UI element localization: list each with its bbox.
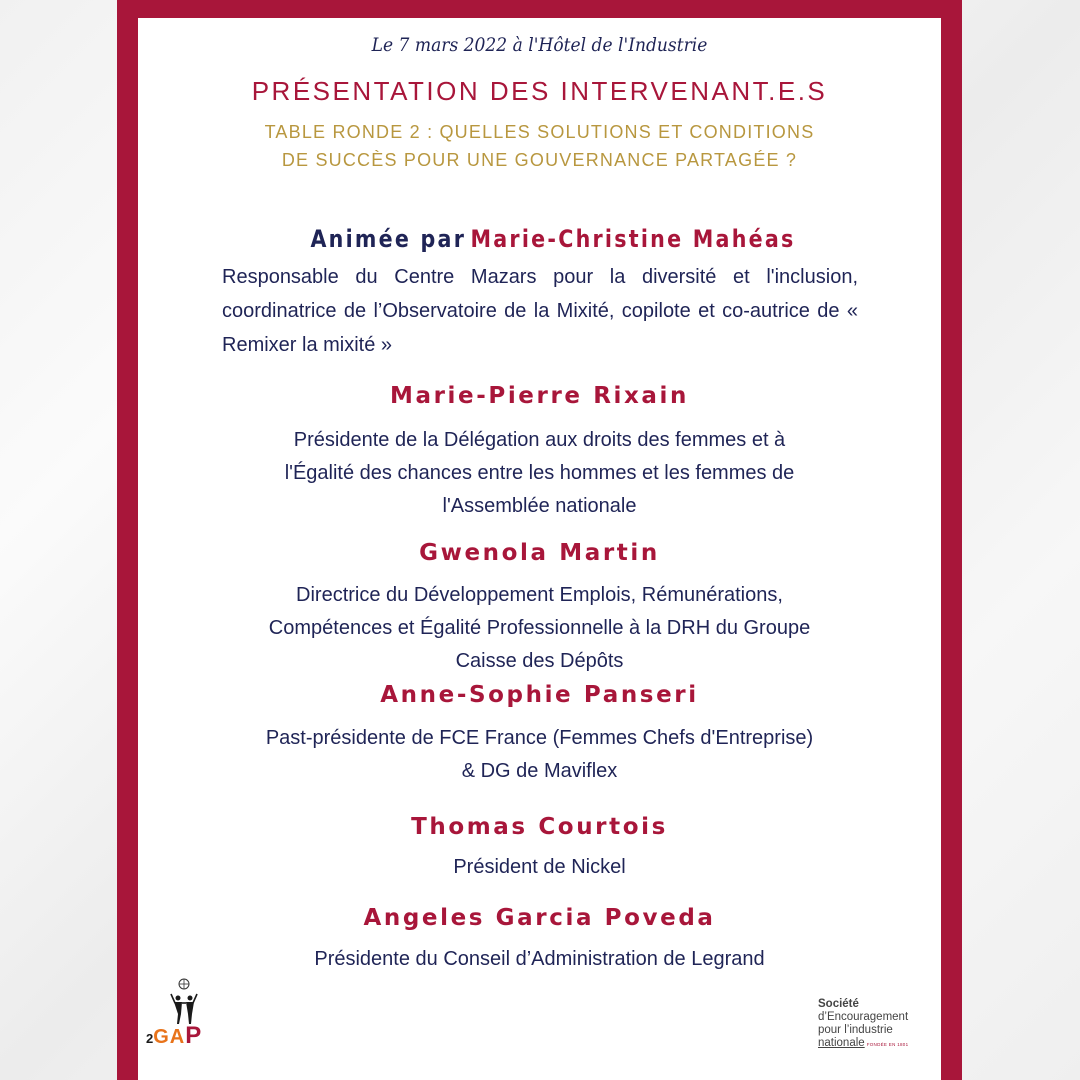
speaker-name: Marie-Pierre Rixain bbox=[389, 383, 690, 409]
speaker-description-line: Présidente de la Délégation aux droits des femmes et à bbox=[293, 429, 786, 451]
speaker-description-line: Caisse des Dépôts bbox=[455, 650, 624, 672]
subtitle-line-2: DE SUCCÈS POUR UNE GOUVERNANCE PARTAGÉE ? bbox=[281, 150, 798, 170]
logo-line: pour l’industrie bbox=[818, 1024, 893, 1036]
speaker-description-line: l'Égalité des chances entre les hommes et les femmes de bbox=[284, 462, 795, 484]
moderator-description: Responsable du Centre Mazars pour la diversité et l'inclusion, coordinatrice de l’Observatoire de la Mixité, copilote et co-autrice de « Remixer la mixité » bbox=[222, 266, 858, 356]
speaker-description-line: Présidente du Conseil d’Administration de Legrand bbox=[314, 948, 765, 970]
speaker-description-line: & DG de Maviflex bbox=[461, 760, 618, 782]
speaker-card bbox=[138, 18, 941, 1080]
page-title: PRÉSENTATION DES INTERVENANT.E.S bbox=[251, 76, 828, 106]
speaker-description-line: Président de Nickel bbox=[453, 856, 626, 878]
logo-line: d’Encouragement bbox=[818, 1011, 909, 1023]
2gap-logo-text bbox=[146, 1022, 201, 1050]
moderator-heading bbox=[291, 225, 816, 253]
speaker-description-line: Past-présidente de FCE France (Femmes Chefs d'Entreprise) bbox=[265, 727, 814, 749]
speaker-description bbox=[138, 722, 941, 788]
event-date: Le 7 mars 2022 à l'Hôtel de l'Industrie bbox=[371, 34, 708, 56]
2gap-logo bbox=[146, 976, 226, 1050]
speaker-description-line: l'Assemblée nationale bbox=[442, 495, 637, 517]
speaker-name: Anne-Sophie Panseri bbox=[380, 682, 699, 708]
subtitle-line-1: TABLE RONDE 2 : QUELLES SOLUTIONS ET CONDITIONS bbox=[264, 122, 815, 142]
societe-encouragement-logo bbox=[818, 998, 930, 1051]
2gap-digit: 2 bbox=[146, 1031, 154, 1046]
speaker-name: Thomas Courtois bbox=[411, 814, 668, 840]
speaker-description-line: Directrice du Développement Emplois, Rémunérations, bbox=[296, 584, 783, 606]
round-table-subtitle bbox=[138, 118, 941, 174]
speaker-description bbox=[138, 943, 941, 976]
2gap-letters: GA bbox=[153, 1026, 186, 1048]
speaker-description-line: Compétences et Égalité Professionnelle à la DRH du Groupe bbox=[268, 617, 811, 639]
speaker-description bbox=[138, 851, 941, 884]
speaker-name: Angeles Garcia Poveda bbox=[363, 905, 716, 931]
moderator-name: Marie-Christine Mahéas bbox=[470, 225, 796, 253]
2gap-letter-p: P bbox=[185, 1022, 202, 1049]
moderator-prefix: Animée par bbox=[310, 225, 467, 253]
logo-line: nationale bbox=[818, 1037, 865, 1049]
speaker-name: Gwenola Martin bbox=[419, 540, 660, 566]
logo-founded-note: FONDÉE EN 1801 bbox=[866, 1042, 909, 1047]
speaker-description bbox=[138, 579, 941, 678]
logo-line: Société bbox=[818, 998, 859, 1010]
speaker-description bbox=[138, 424, 941, 523]
